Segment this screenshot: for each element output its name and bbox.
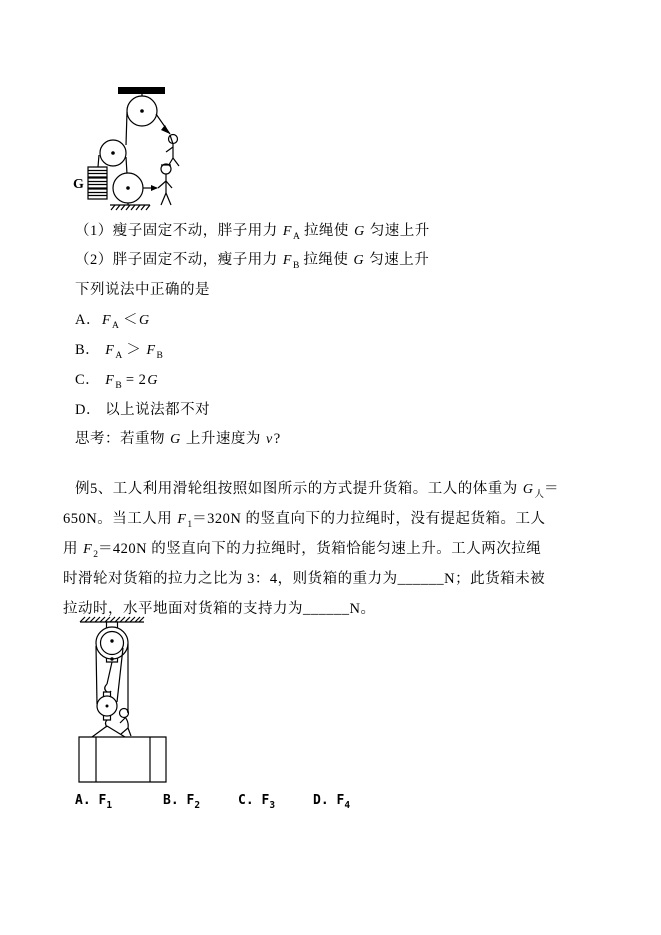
rope-arrow-icon: [161, 125, 170, 134]
example5-line-5: 拉动时，水平地面对货箱的支持力为______N。: [63, 601, 376, 617]
ceiling-bar: [118, 87, 165, 94]
rope-left-fall: [96, 646, 97, 704]
question1-prompt: 下列说法中正确的是: [75, 282, 210, 298]
question2-option-b: B. $F_2$: [163, 793, 201, 811]
example5-line-1: 例5、工人利用滑轮组按照如图所示的方式提升货箱。工人的体重为 $G_人=$: [75, 481, 560, 500]
ceiling-hatch: [80, 617, 144, 622]
weight-stack-icon: [88, 167, 107, 199]
question1-option-a: A．$F_A <G$: [75, 312, 150, 331]
crate-icon: [79, 737, 166, 782]
question1-option-b: B． $F_A > F_B$: [75, 342, 163, 361]
question1-option-d: D． 以上说法都不对: [75, 402, 211, 418]
thin-man-hanging-icon: [166, 135, 179, 169]
ground-hatch: [110, 205, 150, 210]
pulley-diagram-1: [73, 83, 188, 213]
question1-option-c: C． $F_B = 2G$: [75, 372, 159, 391]
think-note: 思考：若重物 G 上升速度为 v?: [75, 431, 281, 447]
question2-option-d: D. $F_4$: [313, 793, 351, 811]
rope-left: [126, 112, 127, 145]
statement-2: （2）胖子固定不动，瘦子用力 $F_B$ 拉绳使 G 匀速上升: [75, 252, 430, 271]
hook-icon: [105, 684, 111, 693]
example5-line-4: 时滑轮对货箱的拉力之比为 3：4，则货箱的重力为______N；此货箱未被: [63, 571, 546, 587]
pulley-diagram-2: [70, 616, 190, 786]
question2-option-c: C. $F_3$: [238, 793, 276, 811]
worker-hanging-icon: [120, 709, 132, 737]
weight-label: G: [73, 177, 84, 192]
fat-man-standing-icon: [158, 164, 172, 205]
example5-line-2: 650N。当工人用 $F_1=320N$ 的竖直向下的力拉绳时，没有提起货箱。工人: [63, 511, 546, 530]
question2-option-a: A. $F_1$: [75, 793, 113, 811]
statement-1: （1）瘦子固定不动，胖子用力 $F_A$ 拉绳使 G 匀速上升: [75, 223, 430, 242]
pull-arrow-icon: [151, 185, 158, 191]
example5-line-3: 用 $F_2=420N$ 的竖直向下的力拉绳时，货箱恰能匀速上升。工人两次拉绳: [63, 541, 542, 560]
